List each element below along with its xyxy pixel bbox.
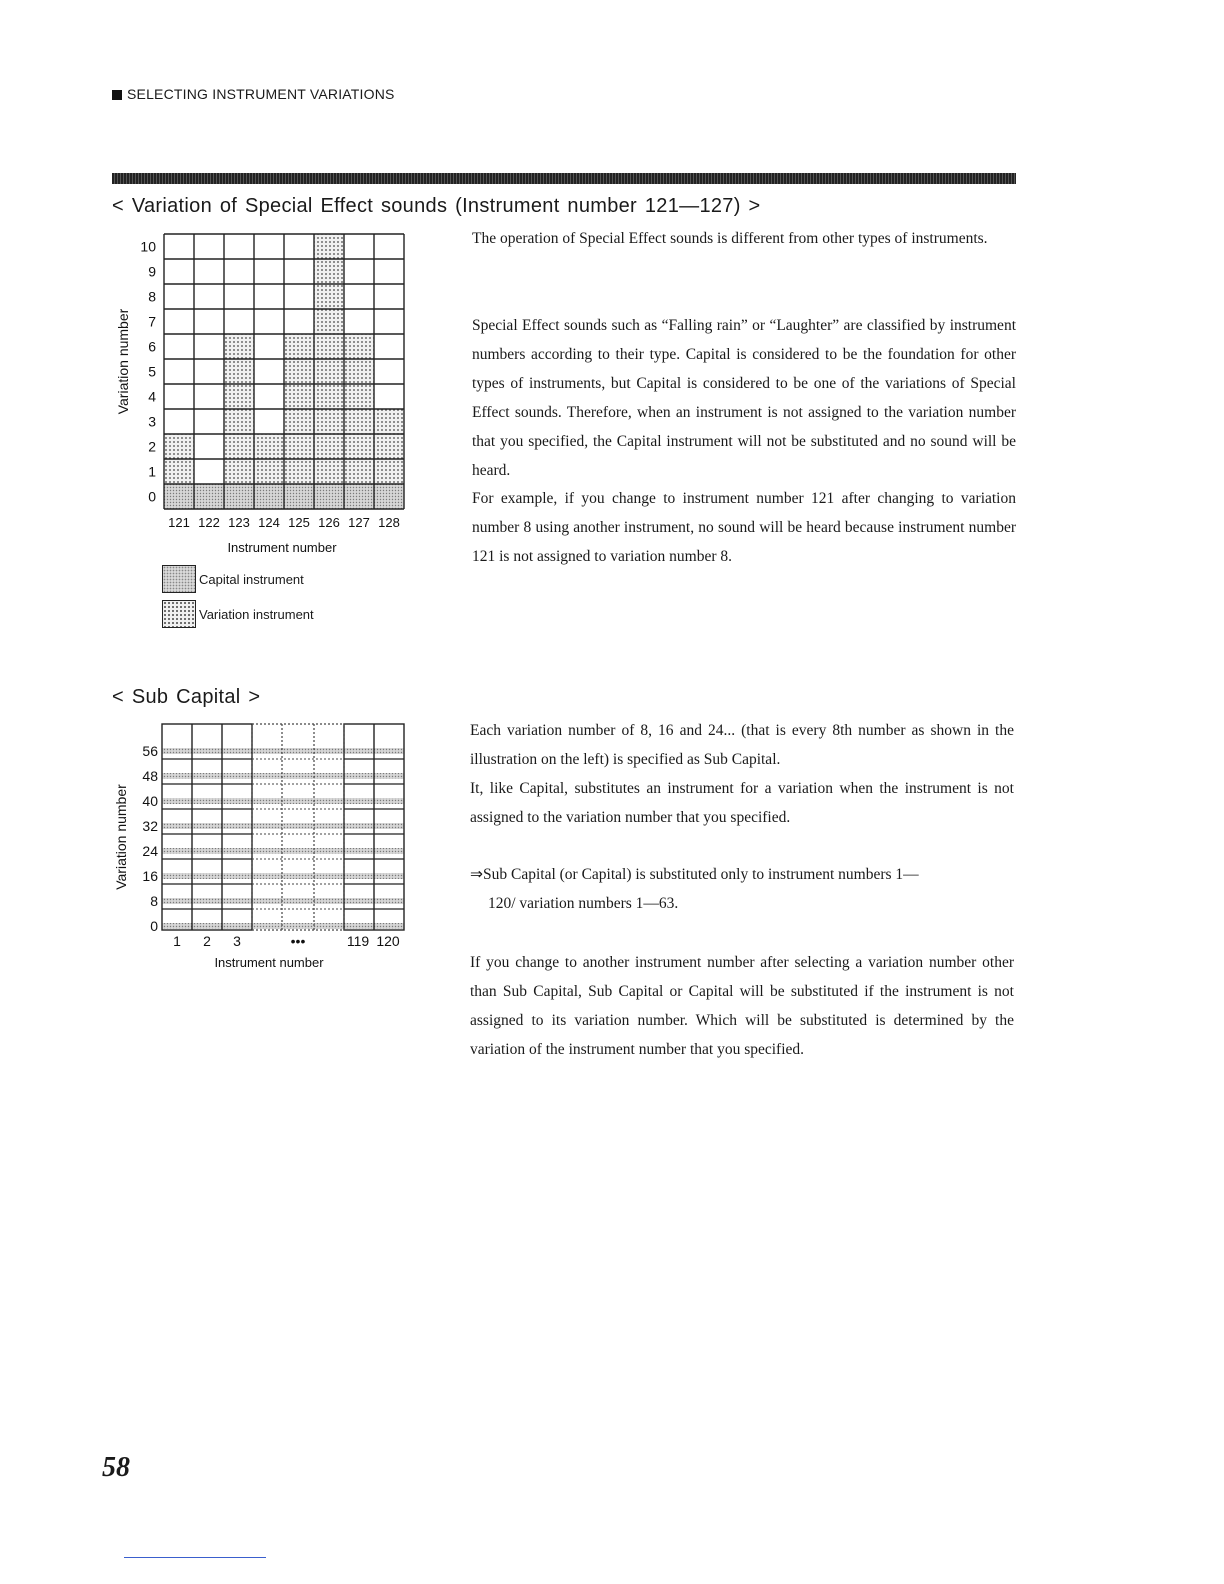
x-tick-label: 121: [168, 515, 190, 530]
section1-title: < Variation of Special Effect sounds (Instrument number 121—127) >: [112, 195, 761, 217]
section2-paragraph-2: It, like Capital, substitutes an instrument for a variation when the instrument is not assigned to the variation number that you specified.: [470, 780, 1014, 826]
capital-cell: [164, 484, 194, 509]
variation-cell: [314, 334, 344, 359]
x-tick-label: 127: [348, 515, 370, 530]
y-tick-label: 48: [142, 768, 158, 784]
section2-paragraph-1: Each variation number of 8, 16 and 24... (that is every 8th number as shown in the illustration on the left) is specified as Sub Capital.: [470, 722, 1014, 768]
capital-cell: [224, 484, 254, 509]
y-tick-label: 24: [142, 843, 158, 859]
x-tick-label: 2: [203, 933, 211, 949]
section1-paragraph-2: Special Effect sounds such as “Falling rain” or “Laughter” are classified by instrument numbers according to their type. Capital is considered to be the foundation for other types of instruments, but Capital is considered to be one of the variations of Special Effect sounds. Therefore, when an instrument is not assigned to the variation number that you specified, the Capital instrument will not be substituted and no sound will be heard.: [472, 317, 1016, 479]
section2-last-paragraph: If you change to another instrument number after selecting a variation number other than Sub Capital, Sub Capital or Capital will be substituted if the instrument is not assigned to its variation number. Which will be substituted is determined by the variation of the instrument number that you specified.: [470, 954, 1014, 1058]
header-square-icon: [112, 90, 122, 100]
variation-cell: [254, 434, 284, 459]
variation-cell: [224, 434, 254, 459]
x-tick-label: 123: [228, 515, 250, 530]
y-tick-label: 6: [148, 338, 156, 355]
x-axis-label: Instrument number: [214, 955, 324, 970]
capital-cell: [284, 484, 314, 509]
x-axis-label: Instrument number: [227, 540, 337, 555]
x-tick-label: 125: [288, 515, 310, 530]
capital-cell: [254, 484, 284, 509]
x-tick-label: 124: [258, 515, 280, 530]
sub-capital-band: [162, 848, 404, 854]
page-header: [112, 86, 395, 102]
variation-cell: [254, 459, 284, 484]
y-tick-label: 32: [142, 818, 158, 834]
variation-cell: [224, 359, 254, 384]
variation-cell: [314, 284, 344, 309]
section2-note-line1: ⇒Sub Capital (or Capital) is substituted only to instrument numbers 1—: [470, 866, 919, 883]
variation-cell: [164, 459, 194, 484]
y-tick-label: 5: [148, 363, 156, 380]
section2-paragraphs: [470, 716, 1014, 832]
x-tick-label: 3: [233, 933, 241, 949]
variation-cell: [314, 259, 344, 284]
sub-capital-band: [162, 873, 404, 879]
y-tick-label: 0: [148, 488, 156, 505]
variation-cell: [314, 234, 344, 259]
capital-cell: [344, 484, 374, 509]
variation-cell: [344, 359, 374, 384]
x-tick-label: 122: [198, 515, 220, 530]
variation-cell: [374, 434, 404, 459]
y-tick-label: 4: [148, 388, 156, 405]
sub-capital-band: [162, 773, 404, 779]
y-axis-label: Variation number: [115, 308, 131, 415]
variation-cell: [374, 409, 404, 434]
y-tick-label: 9: [148, 263, 156, 280]
variation-cell: [164, 434, 194, 459]
y-tick-label: 0: [150, 918, 158, 934]
variation-cell: [224, 334, 254, 359]
legend-capital-label: Capital instrument: [199, 571, 304, 587]
variation-cell: [344, 459, 374, 484]
page-number: 58: [102, 1452, 130, 1483]
variation-cell: [224, 459, 254, 484]
capital-cell: [314, 484, 344, 509]
legend-variation: [162, 600, 314, 628]
capital-cell: [194, 484, 224, 509]
x-tick-label: 120: [376, 933, 400, 949]
y-tick-label: 7: [148, 313, 156, 330]
x-tick-label: 128: [378, 515, 400, 530]
y-tick-label: 56: [142, 743, 158, 759]
variation-cell: [314, 384, 344, 409]
y-axis-label: Variation number: [113, 784, 129, 890]
y-tick-label: 3: [148, 413, 156, 430]
variation-cell: [344, 384, 374, 409]
y-tick-label: 10: [140, 238, 156, 255]
y-tick-label: 40: [142, 793, 158, 809]
sub-capital-band: [162, 748, 404, 754]
variation-cell: [314, 309, 344, 334]
sub-capital-band: [162, 798, 404, 804]
variation-cell: [284, 359, 314, 384]
variation-cell: [224, 384, 254, 409]
sub-capital-band: [162, 898, 404, 904]
variation-cell: [314, 459, 344, 484]
x-tick-label: •••: [290, 933, 306, 949]
variation-swatch-icon: [162, 600, 196, 628]
section-rule-bar: [112, 173, 1016, 184]
sub-capital-chart: [112, 718, 432, 978]
section1-paragraph-1: The operation of Special Effect sounds is different from other types of instruments.: [472, 230, 988, 247]
footer-line: [124, 1557, 266, 1558]
sub-capital-band: [162, 823, 404, 829]
legend-capital: [162, 565, 304, 593]
x-tick-label: 126: [318, 515, 340, 530]
variation-cell: [284, 334, 314, 359]
section2-note-line2: 120/ variation numbers 1—63.: [488, 895, 679, 912]
variation-cell: [224, 409, 254, 434]
capital-swatch-icon: [162, 565, 196, 593]
x-tick-label: 119: [346, 933, 370, 949]
capital-cell: [374, 484, 404, 509]
y-tick-label: 2: [148, 438, 156, 455]
variation-cell: [284, 409, 314, 434]
legend-variation-label: Variation instrument: [199, 606, 314, 622]
variation-cell: [314, 359, 344, 384]
variation-cell: [314, 409, 344, 434]
header-title: SELECTING INSTRUMENT VARIATIONS: [127, 86, 395, 102]
section2-note: [470, 860, 1014, 918]
x-tick-label: 1: [173, 933, 181, 949]
variation-cell: [284, 459, 314, 484]
variation-cell: [284, 434, 314, 459]
y-tick-label: 8: [148, 288, 156, 305]
variation-cell: [284, 384, 314, 409]
variation-cell: [314, 434, 344, 459]
variation-cell: [344, 434, 374, 459]
y-tick-label: 8: [150, 893, 158, 909]
y-tick-label: 1: [148, 463, 156, 480]
sub-capital-band: [162, 923, 404, 929]
variation-cell: [344, 409, 374, 434]
variation-cell: [374, 459, 404, 484]
section2-title: < Sub Capital >: [112, 686, 261, 708]
variation-cell: [344, 334, 374, 359]
y-tick-label: 16: [142, 868, 158, 884]
section1-paragraph-3: For example, if you change to instrument number 121 after changing to variation number 8 using another instrument, no sound will be heard because instrument number 121 is not assigned to variation number 8.: [472, 490, 1016, 565]
